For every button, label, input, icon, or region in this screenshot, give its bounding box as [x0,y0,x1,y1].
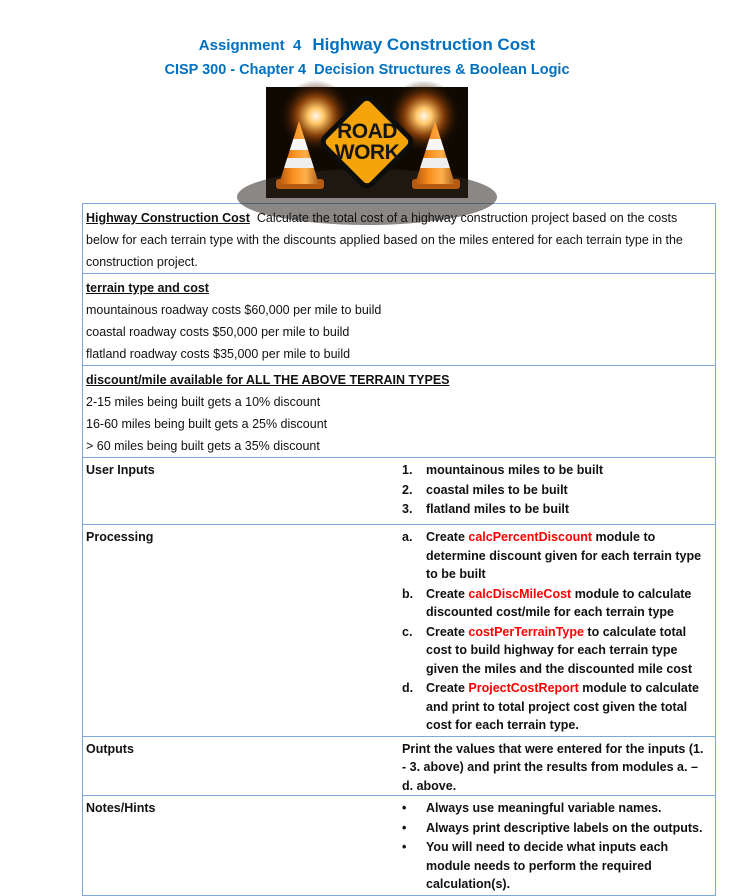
discount-line: 16-60 miles being built gets a 25% discount [86,417,328,431]
discount-cell [83,366,716,458]
user-inputs-label: User Inputs [83,458,400,525]
terrain-line: coastal roadway costs $50,000 per mile to build [86,325,350,339]
list-item [402,623,711,679]
list-letter: d. [402,681,414,695]
outputs-cell [399,736,716,796]
assignment-spec-table [82,203,716,896]
discount-line: 2-15 miles being built gets a 10% discount [86,395,321,409]
bullet-icon: • [402,801,407,815]
step-post: module to calculate and print to total project cost given the total cost for each terrain type. [426,681,703,732]
title-block [0,0,734,81]
description-cell [83,204,716,274]
assignment-number: Assignment 4 [198,37,302,54]
list-letter: b. [402,586,414,601]
list-text [426,679,711,735]
terrain-line: flatland roadway costs $35,000 per mile to build [86,347,351,361]
list-number: 1. [402,463,413,477]
assignment-title [0,32,734,59]
list-item [402,838,711,894]
list-letter: a. [402,530,413,544]
bullet-icon: • [402,840,407,854]
list-item [402,799,711,818]
notes-label: Notes/Hints [83,796,400,896]
description-heading: Highway Construction Cost [86,211,250,225]
notes-cell [399,796,716,896]
step-pre: Create [426,681,469,695]
step-post: to calculate total cost to build highway for each terrain type given the miles and the discounted mile cost [426,624,693,676]
step-post: module to determine discount given for each terrain type to be built [426,530,705,581]
note-text: You will need to decide what inputs each module needs to perform the required calculation(s). [426,840,669,891]
step-pre: Create [426,586,469,601]
list-text: flatland miles to be built [426,502,570,516]
list-number: 3. [402,502,413,516]
table-row [83,204,716,274]
outputs-text: Print the values that were entered for the inputs (1. - 3. above) and print the results from modules a. – d. above. [402,741,704,793]
assignment-name: Highway Construction Cost [312,35,536,54]
outputs-label: Outputs [83,736,400,796]
description-paragraph [86,207,711,273]
list-number: 2. [402,482,413,497]
table-row [83,366,716,458]
course-subtitle: CISP 300 - Chapter 4 Decision Structures & Boolean Logic [164,62,570,78]
list-item [402,500,711,519]
sign-text-road: ROAD [337,120,397,143]
list-text [426,585,711,622]
note-text: Always use meaningful variable names. [426,801,662,815]
table-row [83,274,716,366]
list-letter: c. [402,624,413,639]
list-text: coastal miles to be built [426,482,568,497]
road-work-graphic [266,87,468,198]
list-item [402,679,711,735]
list-item [402,585,711,622]
step-pre: Create [426,530,469,544]
list-item [402,528,711,584]
terrain-heading: terrain type and cost [86,281,209,295]
list-item [402,461,711,480]
note-text: Always print descriptive labels on the outputs. [426,820,703,835]
table-row [83,796,716,896]
module-name: calcDiscMileCost [468,586,572,601]
table-row [83,458,716,525]
module-name: calcPercentDiscount [468,530,593,544]
discount-line: > 60 miles being built gets a 35% discount [86,439,320,453]
list-text: mountainous miles to be built [426,463,604,477]
list-item [402,481,711,500]
table-row [83,736,716,796]
step-post: module to calculate discounted cost/mile for each terrain type [426,586,695,619]
sign-text-work: WORK [334,141,400,164]
module-name: costPerTerrainType [468,624,584,639]
processing-label: Processing [83,525,400,737]
discount-heading: discount/mile available for ALL THE ABOVE TERRAIN TYPES [86,373,450,387]
table-row [83,525,716,737]
list-item [402,819,711,838]
terrain-line: mountainous roadway costs $60,000 per mile to build [86,303,382,317]
user-inputs-cell [399,458,716,525]
terrain-cost-cell [83,274,716,366]
bullet-icon: • [402,820,407,835]
step-pre: Create [426,624,469,639]
list-text [426,623,711,679]
description-text: Calculate the total cost of a highway construction project based on the costs below for each terrain type with the discounts applied based on the miles entered for each terrain type in the construction project. [86,211,687,269]
processing-cell [399,525,716,737]
road-work-image [266,87,468,198]
module-name: ProjectCostReport [468,681,579,695]
list-text [426,528,711,584]
